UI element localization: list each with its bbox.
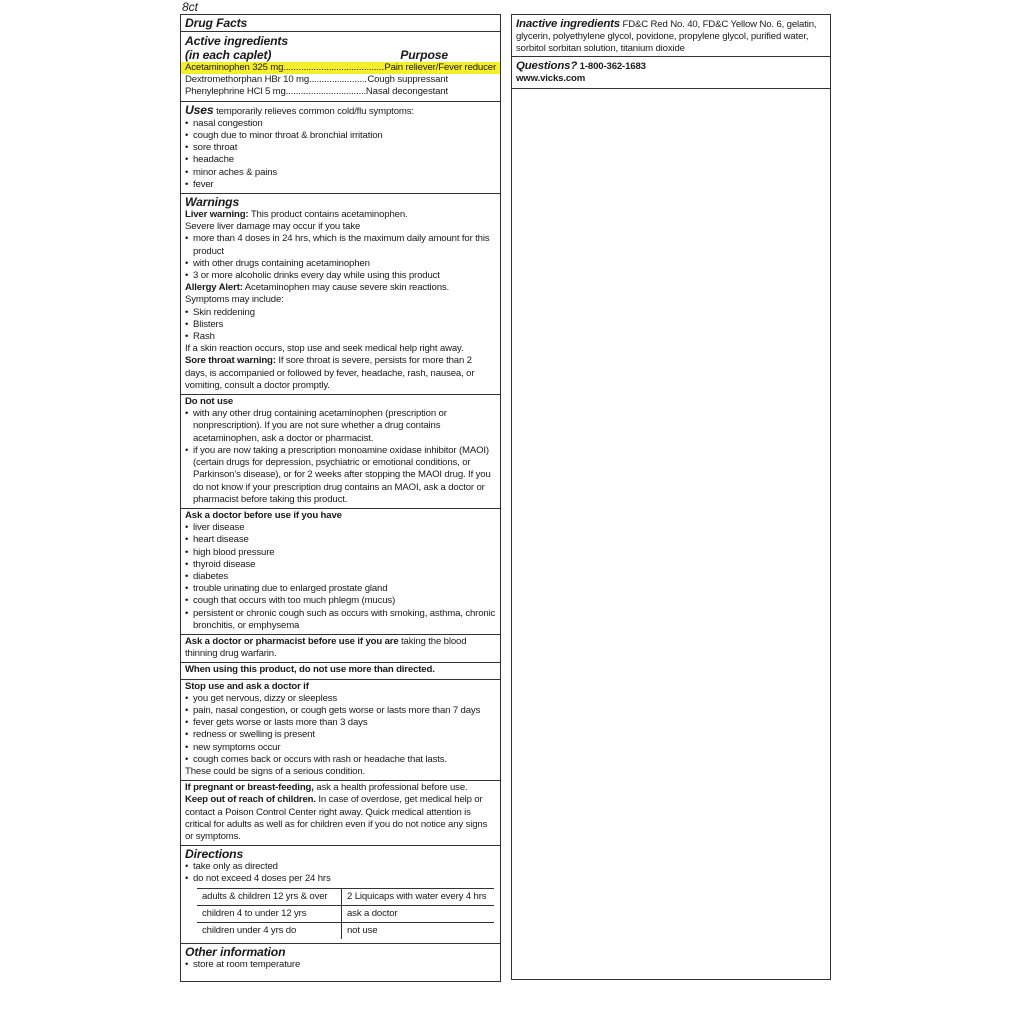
list-item: • redness or swelling is present bbox=[185, 729, 496, 741]
website-link[interactable]: www.vicks.com bbox=[516, 73, 586, 85]
count-label: 8ct bbox=[182, 0, 199, 14]
list-item: • high blood pressure bbox=[185, 547, 496, 559]
ingredient-row: Phenylephrine HCl 5 mg ..... Nasal decongestant bbox=[185, 86, 496, 98]
table-row: children 4 to under 12 yrs ask a doctor bbox=[197, 905, 494, 922]
list-item: • headache bbox=[185, 154, 496, 166]
questions-heading: Questions? bbox=[516, 60, 578, 73]
list-item: • persistent or chronic cough such as occurs with smoking, asthma, chronic bronchitis, or emphysema bbox=[185, 608, 496, 632]
list-item: • heart disease bbox=[185, 534, 496, 546]
when-using-section: When using this product, do not use more than directed. bbox=[181, 663, 500, 679]
list-item: • cough due to minor throat & bronchial irritation bbox=[185, 130, 496, 142]
dosage-table bbox=[197, 888, 494, 939]
list-item: • trouble urinating due to enlarged prostate gland bbox=[185, 583, 496, 595]
inactive-ingredients-heading: Inactive ingredients bbox=[516, 18, 620, 30]
list-item: • Rash bbox=[185, 331, 496, 343]
ask-doctor-section bbox=[181, 509, 500, 635]
drug-facts-continued-panel bbox=[511, 14, 831, 980]
ask-pharmacist-heading: Ask a doctor or pharmacist before use if you are bbox=[185, 635, 399, 647]
do-not-use-section bbox=[181, 395, 500, 509]
list-item: • store at room temperature bbox=[185, 959, 496, 971]
inactive-ingredients-section: Inactive ingredients FD&C Red No. 40, FD&C Yellow No. 6, gelatin, glycerin, polyethylene glycol, povidone, propylene glycol, purified water, sorbitol sorbitan solution, titanium dioxide bbox=[512, 15, 830, 57]
uses-section: Uses temporarily relieves common cold/flu symptoms: • nasal congestion • cough due to minor throat & bronchial irritation • sore throat • headache • minor aches & pains • fever bbox=[181, 102, 500, 194]
phone-number: 1-800-362-1683 bbox=[579, 61, 646, 73]
list-item: • Skin reddening bbox=[185, 307, 496, 319]
list-item: • you get nervous, dizzy or sleepless bbox=[185, 693, 496, 705]
drug-facts-panel bbox=[180, 14, 501, 982]
list-item: • cough that occurs with too much phlegm (mucus) bbox=[185, 595, 496, 607]
list-item: • cough comes back or occurs with rash or headache that lasts. bbox=[185, 754, 496, 766]
warnings-section: Warnings Liver warning: This product contains acetaminophen. Severe liver damage may occur if you take • more than 4 doses in 24 hrs, which is the maximum daily amount for this product • with other drugs containing acetaminophen • 3 or more alcoholic drinks every day while using this product Allergy Alert: Acetaminophen may cause severe skin reactions. Symptoms may include: • Skin reddening • Blisters • Rash If a skin reaction occurs, stop use and seek medical help right away. Sore throat warning: If sore throat is severe, persists for more than 2 days, is accompanied or followed by fever, headache, rash, nausea, or vomiting, consult a doctor promptly. bbox=[181, 194, 500, 395]
list-item: • if you are now taking a prescription monoamine oxidase inhibitor (MAOI) (certain drugs for depression, psychiatric or emotional conditions, or Parkinson’s disease), or for 2 weeks after stopping the MAOI drug. If you do not know if your prescription drug contains an MAOI, ask a doctor or pharmacist before taking this product. bbox=[185, 445, 496, 506]
list-item: • fever bbox=[185, 179, 496, 191]
list-item: • liver disease bbox=[185, 522, 496, 534]
pregnancy-children-section: If pregnant or breast-feeding, ask a health professional before use. Keep out of reach of children. In case of overdose, get medical help or contact a Poison Control Center right away. Quick medical attention is critical for adults as well as for children even if you do not notice any signs or symptoms. bbox=[181, 781, 500, 846]
ingredient-row: Dextromethorphan HBr 10 mg ..... Cough suppressant bbox=[185, 74, 496, 86]
drug-facts-title: Drug Facts bbox=[181, 15, 500, 32]
list-item: • 3 or more alcoholic drinks every day while using this product bbox=[185, 270, 496, 282]
list-item: • do not exceed 4 doses per 24 hrs bbox=[185, 873, 496, 885]
list-item: • fever gets worse or lasts more than 3 days bbox=[185, 717, 496, 729]
list-item: • more than 4 doses in 24 hrs, which is the maximum daily amount for this product bbox=[185, 233, 496, 257]
active-ingredients-section bbox=[181, 15, 500, 102]
other-information-section bbox=[181, 944, 500, 973]
table-row: adults & children 12 yrs & over 2 Liquicaps with water every 4 hrs bbox=[197, 888, 494, 905]
list-item: • take only as directed bbox=[185, 861, 496, 873]
active-ingredients-subheading: (in each caplet) bbox=[185, 48, 272, 62]
list-item: • Blisters bbox=[185, 319, 496, 331]
active-ingredients-heading: Active ingredients bbox=[185, 34, 288, 48]
list-item: • new symptoms occur bbox=[185, 742, 496, 754]
list-item: • minor aches & pains bbox=[185, 167, 496, 179]
directions-heading: Directions bbox=[185, 847, 244, 862]
purpose-heading: Purpose bbox=[400, 48, 448, 62]
warnings-heading: Warnings bbox=[185, 195, 240, 210]
uses-heading: Uses bbox=[185, 102, 214, 117]
list-item: • thyroid disease bbox=[185, 559, 496, 571]
list-item: • pain, nasal congestion, or cough gets worse or lasts more than 7 days bbox=[185, 705, 496, 717]
directions-section bbox=[181, 846, 500, 943]
ask-doctor-heading: Ask a doctor before use if you have bbox=[185, 509, 342, 521]
stop-use-heading: Stop use and ask a doctor if bbox=[185, 680, 309, 692]
list-item: • diabetes bbox=[185, 571, 496, 583]
table-row: children under 4 yrs do not use bbox=[197, 922, 494, 939]
ingredient-row: Acetaminophen 325 mg ..... Pain reliever/Fever reducer bbox=[181, 62, 500, 74]
stop-use-section: Stop use and ask a doctor if • you get nervous, dizzy or sleepless • pain, nasal congestion, or cough gets worse or lasts more than 7 days • fever gets worse or lasts more than 3 days • redness or swelling is present • new symptoms occur • cough comes back or occurs with rash or headache that lasts. These could be signs of a serious condition. bbox=[181, 680, 500, 782]
do-not-use-heading: Do not use bbox=[185, 396, 234, 408]
list-item: • nasal congestion bbox=[185, 118, 496, 130]
list-item: • sore throat bbox=[185, 142, 496, 154]
questions-section bbox=[512, 57, 830, 89]
list-item: • with other drugs containing acetaminophen bbox=[185, 258, 496, 270]
ask-pharmacist-section: Ask a doctor or pharmacist before use if you are taking the blood thinning drug warfarin. bbox=[181, 635, 500, 663]
list-item: • with any other drug containing acetaminophen (prescription or nonprescription). If you are not sure whether a drug contains acetaminophen, ask a doctor or pharmacist. bbox=[185, 408, 496, 445]
other-information-heading: Other information bbox=[185, 944, 286, 959]
